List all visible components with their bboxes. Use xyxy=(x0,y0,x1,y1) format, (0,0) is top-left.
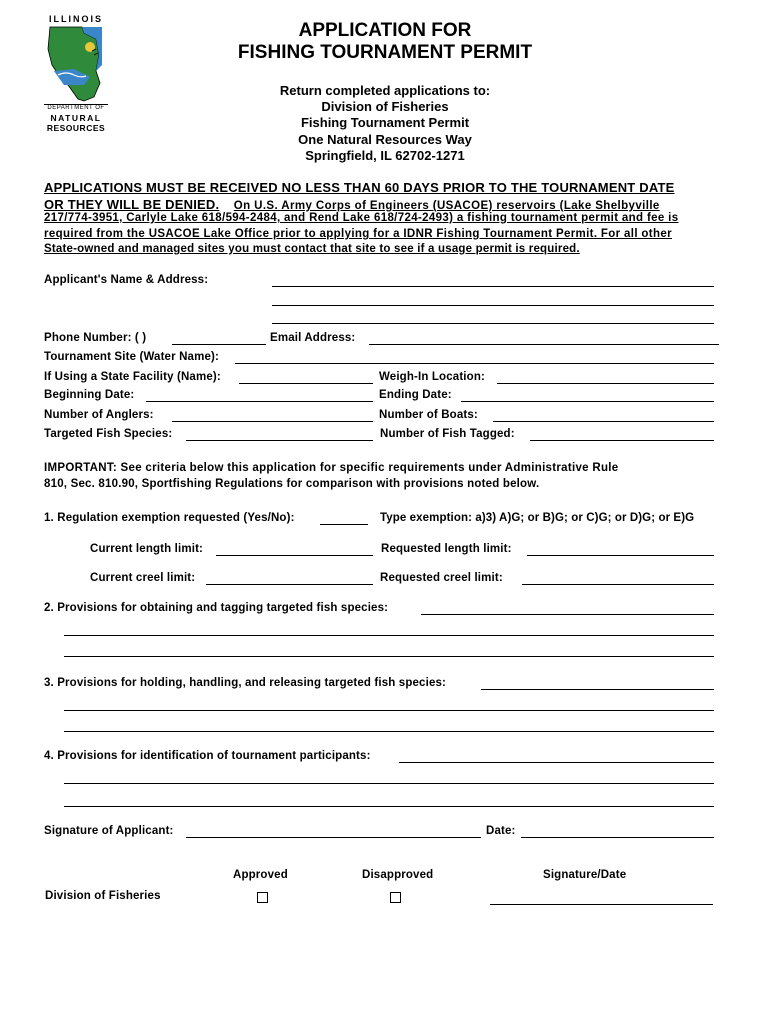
page-title-line2: FISHING TOURNAMENT PERMIT xyxy=(237,42,533,63)
facility-field[interactable] xyxy=(239,383,373,384)
important-line2: 810, Sec. 810.90, Sportfishing Regulations for comparison with provisions noted below. xyxy=(44,478,540,490)
phone-label: Phone Number: ( ) xyxy=(44,332,147,344)
species-label: Targeted Fish Species: xyxy=(44,428,173,440)
facility-label: If Using a State Facility (Name): xyxy=(44,371,221,383)
section2-line-2[interactable] xyxy=(64,635,714,636)
return-line3: Fishing Tournament Permit xyxy=(300,115,470,130)
section1-yes-no-field[interactable] xyxy=(320,524,368,525)
division-label: Division of Fisheries xyxy=(45,890,161,902)
section4-line-1[interactable] xyxy=(399,762,714,763)
approved-header: Approved xyxy=(233,869,288,881)
illinois-state-icon xyxy=(44,25,108,103)
requested-creel-label: Requested creel limit: xyxy=(380,572,503,584)
site-label: Tournament Site (Water Name): xyxy=(44,351,219,363)
signature-applicant-label: Signature of Applicant: xyxy=(44,825,174,837)
notice-warning-line1: APPLICATIONS MUST BE RECEIVED NO LESS THAN 60 DAYS PRIOR TO THE TOURNAMENT DATE xyxy=(44,180,675,195)
signature-applicant-field[interactable] xyxy=(186,837,481,838)
current-length-label: Current length limit: xyxy=(90,543,204,555)
begin-date-field[interactable] xyxy=(146,401,373,402)
current-creel-label: Current creel limit: xyxy=(90,572,196,584)
requested-length-field[interactable] xyxy=(527,555,714,556)
logo-dept-line1: DEPARTMENT OF xyxy=(47,105,105,111)
section2-label: 2. Provisions for obtaining and tagging targeted fish species: xyxy=(44,602,389,614)
section3-line-3[interactable] xyxy=(64,731,714,732)
boats-field[interactable] xyxy=(493,421,714,422)
return-line4: One Natural Resources Way xyxy=(298,132,472,147)
notice-warning-line2: OR THEY WILL BE DENIED. xyxy=(44,197,220,212)
weigh-in-label: Weigh-In Location: xyxy=(379,371,485,383)
notice-line4: required from the USACOE Lake Office prior to applying for a IDNR Fishing Tournament Permit. For all other xyxy=(44,228,672,240)
end-date-field[interactable] xyxy=(461,401,714,402)
important-line1: IMPORTANT: See criteria below this application for specific requirements under Administrative Rule xyxy=(44,462,619,474)
return-line1: Return completed applications to: xyxy=(279,83,491,98)
applicant-line-1[interactable] xyxy=(272,286,714,287)
begin-date-label: Beginning Date: xyxy=(44,389,135,401)
section4-line-3[interactable] xyxy=(64,806,714,807)
page-title-line1: APPLICATION FOR xyxy=(298,20,472,41)
section1-label: 1. Regulation exemption requested (Yes/No): xyxy=(44,512,295,524)
idnr-logo xyxy=(44,14,108,134)
applicant-line-3[interactable] xyxy=(272,323,714,324)
email-field[interactable] xyxy=(369,344,719,345)
notice-line5: State-owned and managed sites you must contact that site to see if a usage permit is required. xyxy=(44,243,580,255)
weigh-in-field[interactable] xyxy=(497,383,714,384)
section2-line-1[interactable] xyxy=(421,614,714,615)
approved-checkbox[interactable] xyxy=(257,892,268,903)
species-field[interactable] xyxy=(186,440,373,441)
boats-label: Number of Boats: xyxy=(379,409,478,421)
signature-date-field[interactable] xyxy=(521,837,714,838)
tagged-label: Number of Fish Tagged: xyxy=(380,428,515,440)
anglers-label: Number of Anglers: xyxy=(44,409,154,421)
approval-signature-field[interactable] xyxy=(490,904,713,905)
applicant-label: Applicant's Name & Address: xyxy=(44,274,209,286)
notice-line3: 217/774-3951, Carlyle Lake 618/594-2484, and Rend Lake 618/724-2493) a fishing tournament permit and fee is xyxy=(44,212,679,224)
current-creel-field[interactable] xyxy=(206,584,373,585)
requested-length-label: Requested length limit: xyxy=(381,543,512,555)
return-line2: Division of Fisheries xyxy=(321,99,449,114)
requested-creel-field[interactable] xyxy=(522,584,714,585)
disapproved-header: Disapproved xyxy=(362,869,434,881)
section4-label: 4. Provisions for identification of tournament participants: xyxy=(44,750,371,762)
section3-label: 3. Provisions for holding, handling, and releasing targeted fish species: xyxy=(44,677,447,689)
phone-field[interactable] xyxy=(172,344,266,345)
section3-line-2[interactable] xyxy=(64,710,714,711)
return-line5: Springfield, IL 62702-1271 xyxy=(305,148,465,163)
logo-dept-line2: NATURAL xyxy=(50,113,102,123)
signature-date-label: Date: xyxy=(486,825,516,837)
section1-type-exemption: Type exemption: a)3) A)G; or B)G; or C)G; or D)G; or E)G xyxy=(380,512,695,524)
applicant-line-2[interactable] xyxy=(272,305,714,306)
email-label: Email Address: xyxy=(270,332,356,344)
site-field[interactable] xyxy=(235,363,714,364)
signature-date-header: Signature/Date xyxy=(543,869,627,881)
disapproved-checkbox[interactable] xyxy=(390,892,401,903)
current-length-field[interactable] xyxy=(216,555,373,556)
section4-line-2[interactable] xyxy=(64,783,714,784)
end-date-label: Ending Date: xyxy=(379,389,452,401)
section2-line-3[interactable] xyxy=(64,656,714,657)
anglers-field[interactable] xyxy=(172,421,373,422)
logo-top-text: ILLINOIS xyxy=(49,14,103,24)
tagged-field[interactable] xyxy=(530,440,714,441)
logo-dept-line3: RESOURCES xyxy=(46,123,106,133)
notice-line2-rest: On U.S. Army Corps of Engineers (USACOE) reservoirs (Lake Shelbyville xyxy=(233,200,660,212)
section3-line-1[interactable] xyxy=(481,689,714,690)
